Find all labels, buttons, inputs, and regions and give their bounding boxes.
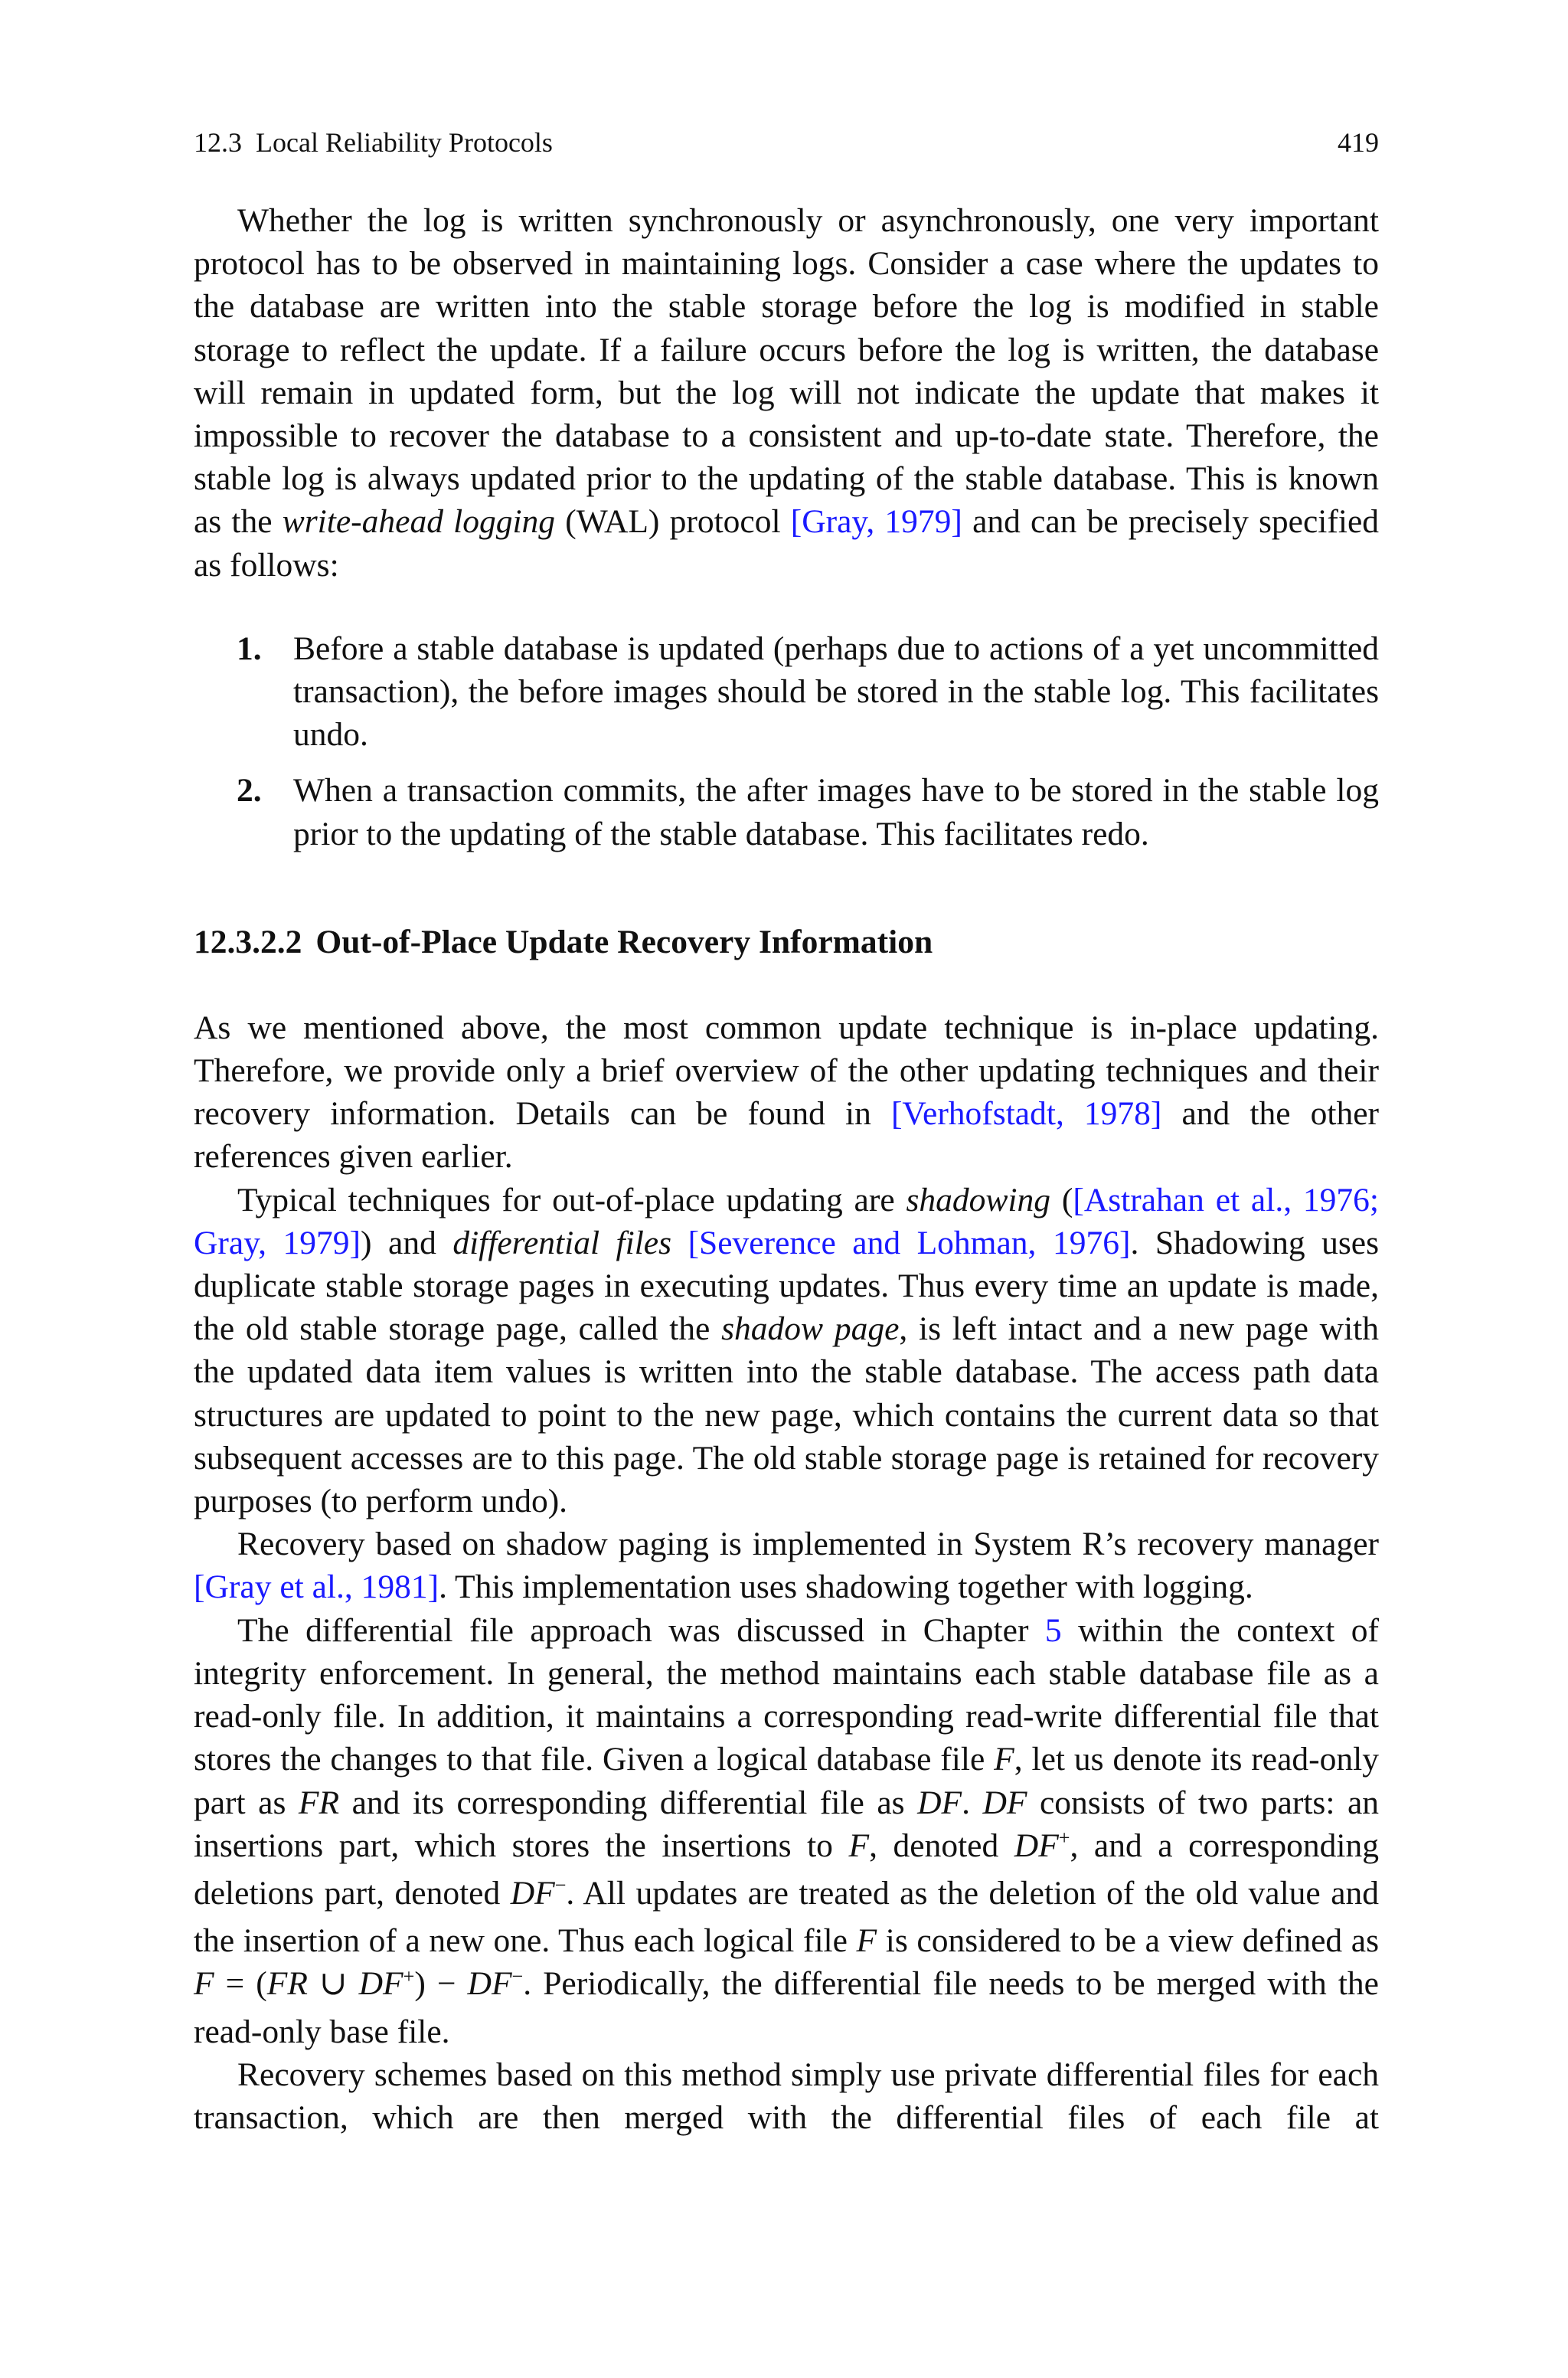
superscript-minus: −	[511, 1964, 524, 1987]
math-FR: FR	[298, 1784, 340, 1821]
text: . Shadowing uses duplicate stable storage pages in executing updates. Thus every time an update is made, the old stable storage page, called the	[194, 1224, 1380, 1348]
term-write-ahead-logging: write-ahead logging	[282, 503, 556, 541]
term-shadowing: shadowing	[906, 1181, 1051, 1218]
math-DF: DF	[358, 1965, 403, 2003]
text: and can be precisely specified as follows:	[194, 503, 1379, 584]
math-DF-plus	[1014, 1827, 1070, 1864]
subsection-number: 12.3.2.2	[194, 923, 302, 960]
paragraph-recovery-schemes	[194, 2053, 1379, 2139]
text: .	[962, 1784, 983, 1821]
paragraph-differential-file	[194, 1609, 1379, 2053]
formula-operator: ) −	[414, 1965, 468, 2003]
body-text	[194, 199, 1379, 2139]
text: and the other references given earlier.	[194, 1095, 1379, 1176]
text: (WAL) protocol	[555, 503, 791, 541]
math-DF: DF	[917, 1784, 962, 1821]
list-item-text: Before a stable database is updated (perhaps due to actions of a yet uncommitted transaction), the before images should be stored in the stable log. This facilitates undo.	[293, 630, 1379, 754]
text: Recovery schemes based on this method simply use private differential files for each transaction, which are then merged with the differential files of each file at	[194, 2056, 1379, 2136]
citation-gray-1981[interactable]: [Gray et al., 1981]	[194, 1568, 439, 1606]
text: Recovery based on shadow paging is implemented in System R’s recovery manager	[237, 1526, 1379, 1563]
formula-view-definition	[194, 1965, 523, 2002]
list-item	[194, 769, 1379, 855]
math-F: F	[994, 1741, 1014, 1778]
chapter-reference-link[interactable]: 5	[1044, 1611, 1062, 1649]
text: (	[1050, 1181, 1073, 1218]
math-DF: DF	[1014, 1827, 1059, 1864]
formula-operator: = (	[214, 1965, 267, 2003]
citation-severence-lohman-1976[interactable]: [Severence and Lohman, 1976]	[688, 1224, 1131, 1261]
text: . All updates are treated as the deletion of the old value and the insertion of a new one. Thus each logical file	[194, 1874, 1380, 1960]
text: As we mentioned above, the most common update technique is in-place updating. Therefore, we provide only a brief overview of the other updating techniques and their recovery information. Details can be found in	[194, 1009, 1379, 1133]
list-item	[194, 627, 1379, 757]
list-item-text: When a transaction commits, the after images have to be stored in the stable log prior to the updating of the stable database. This facilitates redo.	[293, 772, 1379, 852]
superscript-plus: +	[1058, 1827, 1070, 1850]
citation-verhofstadt-1978[interactable]: [Verhofstadt, 1978]	[890, 1095, 1162, 1133]
paragraph-wal-intro	[194, 199, 1379, 587]
text: . This implementation uses shadowing together with logging.	[439, 1568, 1253, 1606]
citation-astrahan-gray[interactable]: [Astrahan et al., 1976; Gray, 1979]	[194, 1181, 1379, 1261]
page-number: 419	[1338, 127, 1379, 158]
wal-rules-list	[194, 627, 1379, 855]
math-DF: DF	[510, 1874, 555, 1912]
running-head	[194, 126, 1379, 159]
paragraph-overview	[194, 1006, 1379, 1179]
citation-gray-1979[interactable]: [Gray, 1979]	[790, 503, 962, 541]
subsection-heading	[194, 921, 1379, 963]
paragraph-shadowing	[194, 1179, 1379, 1523]
math-DF: DF	[467, 1965, 512, 2003]
text: , and a corresponding deletions part, denoted	[194, 1827, 1380, 1912]
text: and its corresponding differential file as	[339, 1784, 918, 1821]
term-differential-files: differential files	[452, 1224, 672, 1261]
text: within the context of integrity enforcement. In general, the method maintains each stable database file as a read-only file. In addition, it maintains a corresponding read-write differential file that stores the changes to that file. Given a logical database file	[194, 1611, 1379, 1778]
math-DF-minus	[511, 1875, 567, 1912]
text: , let us denote its read-only part as	[194, 1741, 1379, 1821]
text: , is left intact and a new page with the updated data item values is written into the stable database. The access path data structures are updated to point to the new page, which contains the current data so that subsequent accesses are to this page. The old stable storage page is retained for recovery purposes (to perform undo).	[194, 1310, 1379, 1520]
text: ) and	[361, 1224, 453, 1261]
subsection-title: Out-of-Place Update Recovery Information	[315, 923, 933, 960]
union-symbol: ∪	[307, 1965, 359, 2003]
term-shadow-page: shadow page	[721, 1310, 900, 1348]
running-head-section: 12.3 Local Reliability Protocols	[194, 127, 553, 158]
math-F: F	[194, 1965, 214, 2003]
math-DF: DF	[982, 1784, 1027, 1821]
text: is considered to be a view defined as	[877, 1922, 1379, 1960]
paragraph-system-r	[194, 1523, 1379, 1608]
text	[671, 1225, 688, 1261]
text: Whether the log is written synchronously or asynchronously, one very important protocol has to be observed in maintaining logs. Consider a case where the updates to the database are written into the stable storage before the log is modified in stable storage to reflect the update. If a failure occurs before the log is written, the database will remain in updated form, but the log will not indicate the update that makes it impossible to recover the database to a consistent and up-to-date state. Therefore, the stable log is always updated prior to the updating of the stable database. This is known as the	[194, 202, 1379, 541]
list-number: 2.	[237, 772, 262, 810]
math-F: F	[848, 1827, 870, 1864]
list-number: 1.	[237, 630, 262, 667]
superscript-plus: +	[403, 1964, 415, 1987]
text: , denoted	[869, 1827, 1014, 1864]
superscript-minus: −	[554, 1874, 567, 1897]
text: consists of two parts: an insertions part, which stores the insertions to	[194, 1784, 1379, 1864]
math-FR: FR	[266, 1965, 308, 2003]
text: Typical techniques for out-of-place updating are	[237, 1181, 906, 1218]
math-F: F	[856, 1922, 877, 1960]
text: The differential file approach was discussed in Chapter	[237, 1611, 1045, 1649]
text: . Periodically, the differential file needs to be merged with the read-only base file.	[194, 1965, 1379, 2050]
